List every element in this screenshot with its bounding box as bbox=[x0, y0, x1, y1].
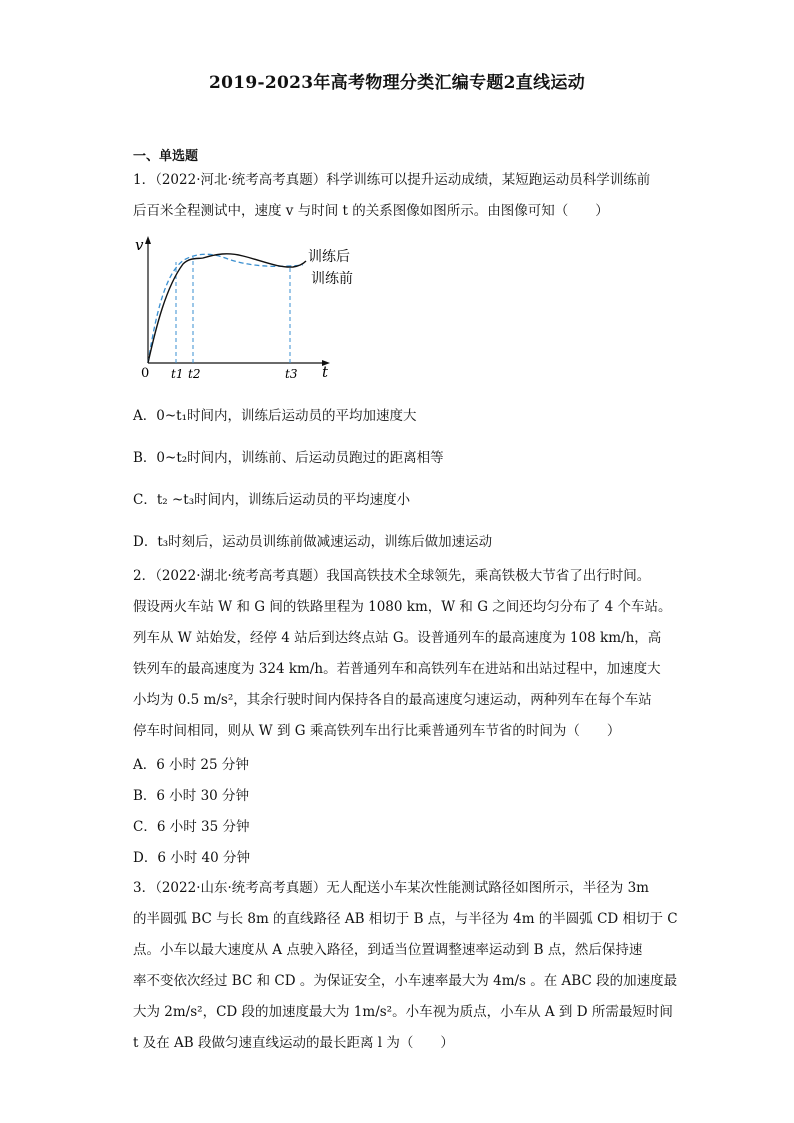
q3-stem-line-2: 的半圆弧 BC 与长 8m 的直线路径 AB 相切于 B 点，与半径为 4m 的半圆弧 CD 相切于 C bbox=[133, 911, 678, 927]
q2-option-a: A．6 小时 25 分钟 bbox=[133, 757, 249, 773]
origin-label: 0 bbox=[141, 366, 150, 381]
velocity-time-graph bbox=[128, 232, 368, 382]
legend-before-training: 训练前 bbox=[311, 271, 353, 287]
t1-label: t1 bbox=[171, 367, 184, 381]
q3-stem-line-3: 点。小车以最大速度从 A 点驶入路径，到适当位置调整速率运动到 B 点，然后保持速 bbox=[133, 942, 643, 958]
q2-stem-line-2: 假设两火车站 W 和 G 间的铁路里程为 1080 km，W 和 G 之间还均匀分布了 4 个车站。 bbox=[133, 599, 672, 615]
q3-stem-line-6: t 及在 AB 段做匀速直线运动的最长距离 l 为（ ） bbox=[133, 1035, 454, 1051]
legend-after-training: 训练后 bbox=[308, 249, 350, 265]
t-axis-label: t bbox=[322, 363, 329, 381]
v-axis-arrow bbox=[145, 236, 151, 244]
q2-stem-line-1: 2．（2022·湖北·统考高考真题）我国高铁技术全球领先，乘高铁极大节省了出行时间。 bbox=[133, 568, 651, 584]
curve-after-training bbox=[148, 254, 306, 363]
q1-option-a: A．0~t₁时间内，训练后运动员的平均加速度大 bbox=[133, 408, 417, 424]
curve-before-training bbox=[148, 254, 303, 363]
q2-stem-line-6: 停车时间相同，则从 W 到 G 乘高铁列车出行比乘普通列车节省的时间为（ ） bbox=[133, 723, 621, 739]
page-title: 2019-2023年高考物理分类汇编专题2直线运动 bbox=[208, 73, 585, 93]
q2-stem-line-5: 小均为 0.5 m/s²，其余行驶时间内保持各自的最高速度匀速运动，两种列车在每个车站 bbox=[133, 692, 652, 708]
q2-option-b: B．6 小时 30 分钟 bbox=[133, 788, 250, 804]
q1-option-c: C．t₂ ~t₃时间内，训练后运动员的平均速度小 bbox=[133, 492, 411, 508]
t3-label: t3 bbox=[285, 367, 298, 381]
q2-option-d: D．6 小时 40 分钟 bbox=[133, 850, 250, 866]
q2-stem-line-3: 列车从 W 站始发，经停 4 站后到达终点站 G。设普通列车的最高速度为 108 km/h，高 bbox=[133, 630, 662, 646]
q1-stem-line-2: 后百米全程测试中，速度 v 与时间 t 的关系图像如图所示。由图像可知（ ） bbox=[133, 203, 609, 219]
q1-option-b: B．0~t₂时间内，训练前、后运动员跑过的距离相等 bbox=[133, 450, 444, 466]
v-axis-label: v bbox=[135, 236, 144, 254]
q1-option-d: D．t₃时刻后，运动员训练前做减速运动，训练后做加速运动 bbox=[133, 534, 493, 550]
t2-label: t2 bbox=[188, 367, 201, 381]
q1-stem-line-1: 1．（2022·河北·统考高考真题）科学训练可以提升运动成绩，某短跑运动员科学训练前 bbox=[133, 172, 651, 188]
q3-stem-line-5: 大为 2m/s²，CD 段的加速度最大为 1m/s²。小车视为质点，小车从 A 到 D 所需最短时间 bbox=[133, 1004, 673, 1020]
q2-option-c: C．6 小时 35 分钟 bbox=[133, 819, 250, 835]
section-heading: 一、单选题 bbox=[133, 149, 199, 164]
q3-stem-line-1: 3．（2022·山东·统考高考真题）无人配送小车某次性能测试路径如图所示，半径为 3m bbox=[133, 880, 649, 896]
q2-stem-line-4: 铁列车的最高速度为 324 km/h。若普通列车和高铁列车在进站和出站过程中，加速度大 bbox=[133, 661, 661, 677]
q3-stem-line-4: 率不变依次经过 BC 和 CD 。为保证安全，小车速率最大为 4m/s 。在 ABC 段的加速度最 bbox=[133, 973, 678, 989]
